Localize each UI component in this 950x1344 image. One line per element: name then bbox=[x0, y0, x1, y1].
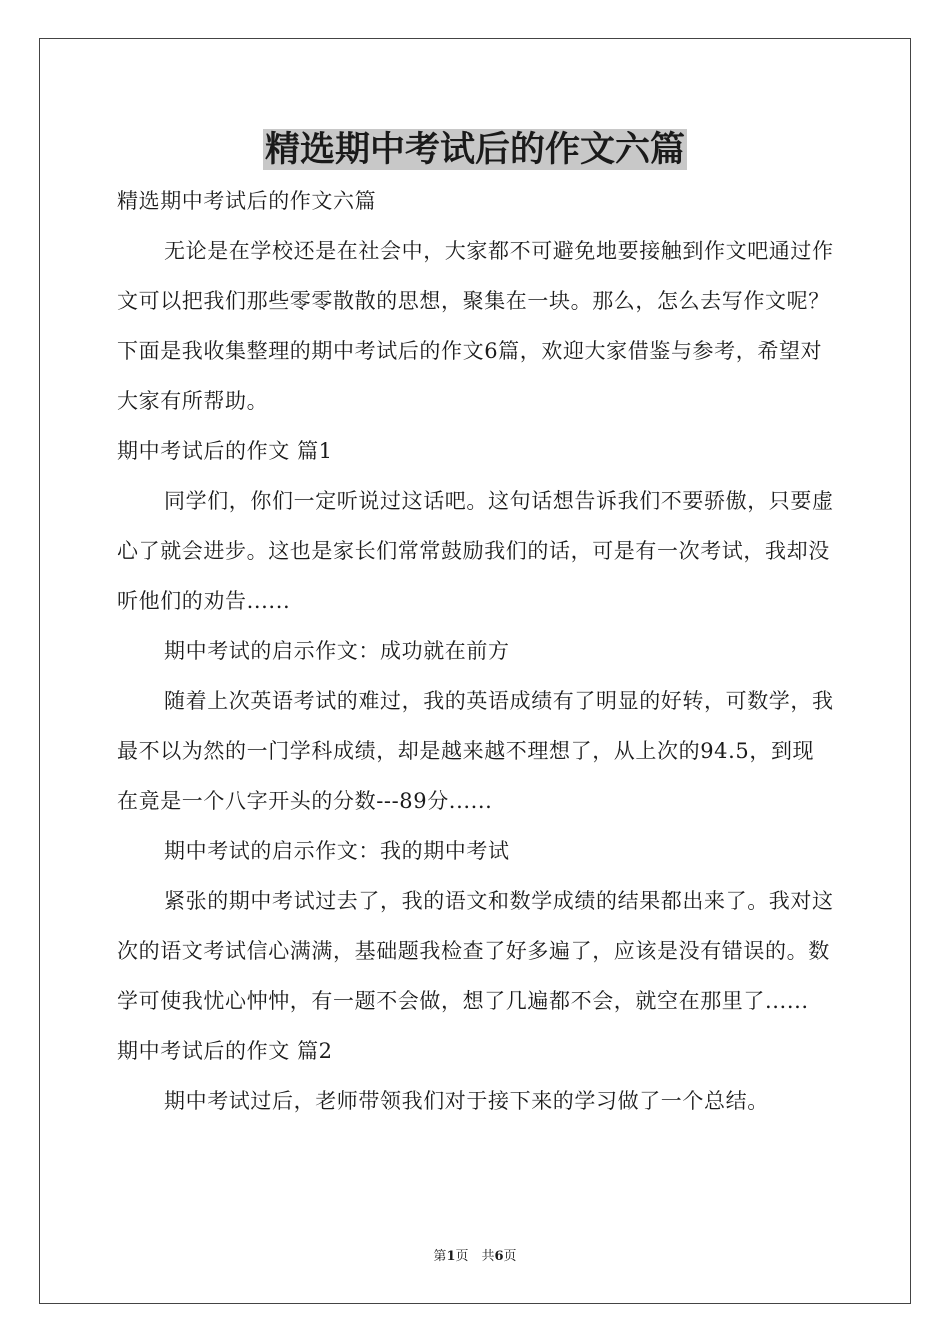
document-title-text: 精选期中考试后的作文六篇 bbox=[264, 129, 685, 170]
footer-prefix: 第 bbox=[433, 1249, 447, 1264]
footer-total-pages: 6 bbox=[494, 1249, 504, 1264]
paragraph: 同学们，你们一定听说过这话吧。这句话想告诉我们不要骄傲，只要虚心了就会进步。这也是家长们常常鼓励我们的话，可是有一次考试，我却没听他们的劝告...... bbox=[117, 489, 834, 613]
paragraph-intro: 无论是在学校还是在社会中，大家都不可避免地要接触到作文吧通过作文可以把我们那些零零散散的思想，聚集在一块。那么，怎么去写作文呢？下面是我收集整理的期中考试后的作文6篇，欢迎大家借鉴与参考，希望对大家有所帮助。 bbox=[117, 239, 834, 413]
paragraph: 紧张的期中考试过去了，我的语文和数学成绩的结果都出来了。我对这次的语文考试信心满满，基础题我检查了好多遍了，应该是没有错误的。数学可使我忧心忡忡，有一题不会做，想了几遍都不会，就空在那里了...... bbox=[117, 889, 834, 1013]
document-title bbox=[0, 126, 950, 174]
document-body bbox=[117, 176, 835, 1126]
footer-suffix: 页 bbox=[503, 1249, 517, 1264]
footer-current-page: 1 bbox=[446, 1249, 456, 1264]
section-heading-2: 期中考试后的作文 篇2 bbox=[117, 1039, 333, 1063]
sub-heading: 期中考试的启示作文：我的期中考试 bbox=[164, 839, 510, 863]
page-footer bbox=[0, 1248, 950, 1266]
section-heading-1: 期中考试后的作文 篇1 bbox=[117, 439, 333, 463]
paragraph: 期中考试过后，老师带领我们对于接下来的学习做了一个总结。 bbox=[164, 1089, 769, 1113]
paragraph-subtitle: 精选期中考试后的作文六篇 bbox=[117, 189, 377, 213]
paragraph: 随着上次英语考试的难过，我的英语成绩有了明显的好转，可数学，我最不以为然的一门学科成绩，却是越来越不理想了，从上次的94.5，到现在竟是一个八字开头的分数---89分...... bbox=[117, 689, 834, 813]
footer-middle: 页 共 bbox=[455, 1249, 495, 1264]
sub-heading: 期中考试的启示作文：成功就在前方 bbox=[164, 639, 510, 663]
